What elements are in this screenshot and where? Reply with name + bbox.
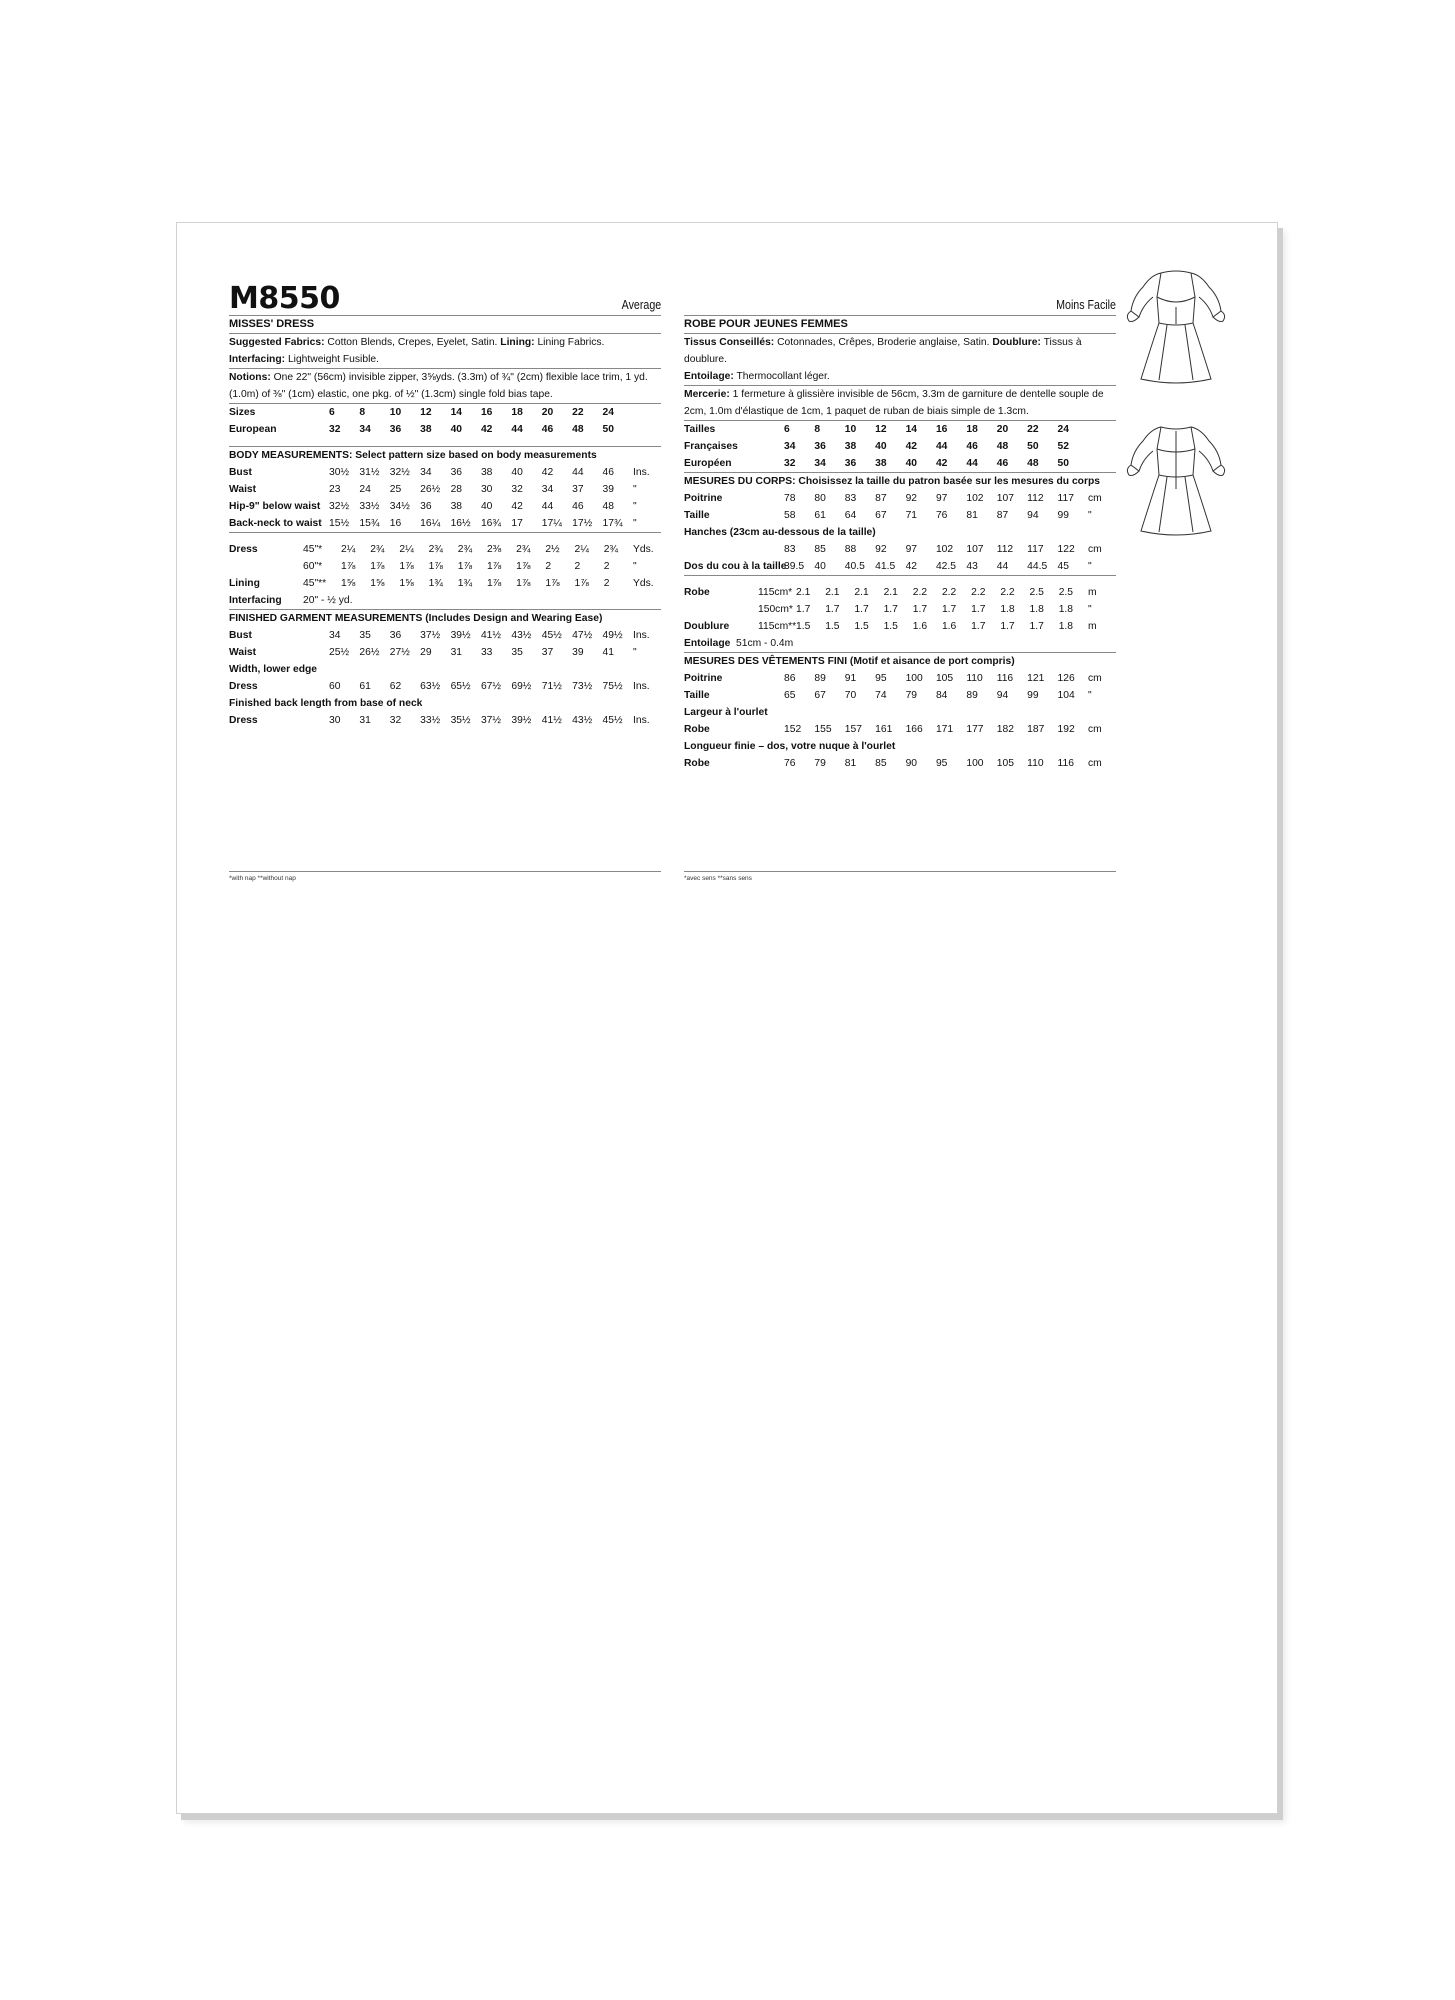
table-row: Waist 25½ 26½ 27½ 29 31 33 35 37 39 41 " xyxy=(229,647,637,658)
back-length-heading: Finished back length from base of neck xyxy=(229,698,423,709)
garment-title: MISSES' DRESS xyxy=(229,316,661,334)
suggested-fabrics-fr: Tissus Conseillés: Cotonnades, Crêpes, Broderie anglaise, Satin. Doublure: Tissus à doublure. Entoilage: Thermocollant léger. xyxy=(684,334,1116,386)
hip-heading-fr: Hanches (23cm au-dessous de la taille) xyxy=(684,527,876,538)
table-row: Bust 34 35 36 37½ 39½ 41½ 43½ 45½ 47½ 49½ Ins. xyxy=(229,630,650,641)
width-lower-edge-heading-fr: Largeur à l'ourlet xyxy=(684,707,768,718)
table-row: 60"* 1⅞ 1⅞ 1⅞ 1⅞ 1⅞ 1⅞ 1⅞ 2 2 2 " xyxy=(303,561,637,572)
width-lower-edge-table xyxy=(229,678,661,695)
table-row: Sizes 6 8 10 12 14 16 18 20 22 24 xyxy=(229,407,614,418)
notions: Notions: One 22" (56cm) invisible zipper, 3⅝yds. (3.3m) of ¾" (2cm) flexible lace trim, 1 yd. (1.0m) of ⅜" (1cm) elastic, one pkg. of ½" (1.3cm) single fold bias tape. xyxy=(229,369,661,404)
notions-fr: Mercerie: 1 fermeture à glissière invisible de 56cm, 3.3m de garniture de dentelle souple de 2cm, 1.0m d'élastique de 1cm, 1 paquet de ruban de biais simple de 1.3cm. xyxy=(684,386,1116,421)
table-row: Tailles 6 8 10 12 14 16 18 20 22 24 xyxy=(684,424,1069,435)
table-row: Dos du cou à la taille 39.5 40 40.5 41.5 42 42.5 43 44 44.5 45 " xyxy=(684,561,1092,572)
back-length-table-fr xyxy=(684,755,1116,772)
body-measurements-table-fr xyxy=(684,490,1116,524)
footnote: *with nap **without nap xyxy=(229,871,661,883)
table-row: Doublure 115cm** 1.5 1.5 1.5 1.5 1.6 1.6 1.7 1.7 1.7 1.8 m xyxy=(684,621,1097,632)
yardage-table-fr xyxy=(684,584,1116,635)
pattern-number: M8550 xyxy=(229,281,340,316)
table-row: Robe 115cm* 2.1 2.1 2.1 2.1 2.2 2.2 2.2 2.2 2.5 2.5 m xyxy=(684,587,1097,598)
table-row: Back-neck to waist 15½ 15¾ 16 16¼ 16½ 16¾ 17 17¼ 17½ 17¾ " xyxy=(229,518,637,529)
header xyxy=(229,281,661,316)
table-row: Robe 76 79 81 85 90 95 100 105 110 116 cm xyxy=(684,758,1102,769)
table-row: Bust 30½ 31½ 32½ 34 36 38 40 42 44 46 Ins. xyxy=(229,467,650,478)
back-length-heading-fr: Longueur finie – dos, votre nuque à l'ourlet xyxy=(684,741,896,752)
size-table-fr xyxy=(684,421,1116,472)
body-measurements-table xyxy=(229,464,661,532)
table-row: Hip-9" below waist 32½ 33½ 34½ 36 38 40 42 44 46 48 " xyxy=(229,501,637,512)
table-row: Poitrine 86 89 91 95 100 105 110 116 121 126 cm xyxy=(684,673,1102,684)
table-row: 83 85 88 92 97 102 107 112 117 122 cm xyxy=(784,544,1102,555)
table-row: Dress 30 31 32 33½ 35½ 37½ 39½ 41½ 43½ 45½ Ins. xyxy=(229,715,650,726)
body-measurements-heading-fr: MESURES DU CORPS: Choisissez la taille du patron basée sur les mesures du corps xyxy=(684,472,1116,490)
back-length-table xyxy=(229,712,661,729)
interfacing-row: Interfacing 20" - ½ yd. xyxy=(229,595,353,606)
table-row: Robe 152 155 157 161 166 171 177 182 187 192 cm xyxy=(684,724,1102,735)
table-row: 150cm* 1.7 1.7 1.7 1.7 1.7 1.7 1.7 1.8 1.8 1.8 " xyxy=(758,604,1092,615)
interfacing-row-fr: Entoilage 51cm - 0.4m xyxy=(684,638,794,649)
finished-measurements-heading: FINISHED GARMENT MEASUREMENTS (Includes Design and Wearing Ease) xyxy=(229,609,661,627)
dress-back-sketch xyxy=(1121,419,1231,537)
pattern-envelope-back xyxy=(176,222,1278,1814)
english-column xyxy=(229,281,661,882)
finished-measurements-table xyxy=(229,627,661,661)
finished-measurements-heading-fr: MESURES DES VÊTEMENTS FINI (Motif et aisance de port compris) xyxy=(684,652,1116,670)
garment-title-fr: ROBE POUR JEUNES FEMMES xyxy=(684,316,1116,334)
header-fr xyxy=(684,281,1116,316)
table-row: Européen 32 34 36 38 40 42 44 46 48 50 xyxy=(684,458,1069,469)
back-neck-row-fr xyxy=(684,558,1116,575)
table-row: Dress 60 61 62 63½ 65½ 67½ 69½ 71½ 73½ 75½ Ins. xyxy=(229,681,650,692)
width-lower-edge-table-fr xyxy=(684,721,1116,738)
body-measurements-heading: BODY MEASUREMENTS: Select pattern size based on body measurements xyxy=(229,446,661,464)
footnote-fr: *avec sens **sans sens xyxy=(684,871,1116,883)
finished-measurements-table-fr xyxy=(684,670,1116,704)
dress-front-sketch xyxy=(1121,267,1231,385)
difficulty-level-fr: Moins Facile xyxy=(1056,297,1116,312)
size-table xyxy=(229,404,661,438)
table-row: Waist 23 24 25 26½ 28 30 32 34 37 39 " xyxy=(229,484,637,495)
width-lower-edge-heading: Width, lower edge xyxy=(229,664,318,675)
table-row: Poitrine 78 80 83 87 92 97 102 107 112 117 cm xyxy=(684,493,1102,504)
suggested-fabrics: Suggested Fabrics: Cotton Blends, Crepes, Eyelet, Satin. Lining: Lining Fabrics. Interfacing: Lightweight Fusible. xyxy=(229,334,661,369)
table-row: Dress 45"* 2¼ 2¾ 2¼ 2¾ 2¾ 2⅜ 2¾ 2½ 2¼ 2¾ Yds. xyxy=(229,544,654,555)
table-row: Taille 65 67 70 74 79 84 89 94 99 104 " xyxy=(684,690,1092,701)
table-row: European 32 34 36 38 40 42 44 46 48 50 xyxy=(229,424,614,435)
difficulty-level: Average xyxy=(621,297,661,312)
table-row: Françaises 34 36 38 40 42 44 46 48 50 52 xyxy=(684,441,1069,452)
yardage-table xyxy=(229,541,661,592)
hip-values-fr xyxy=(684,541,1116,558)
french-column xyxy=(684,281,1116,882)
table-row: Taille 58 61 64 67 71 76 81 87 94 99 " xyxy=(684,510,1092,521)
table-row: Lining 45"** 1⅝ 1⅝ 1⅝ 1¾ 1¾ 1⅞ 1⅞ 1⅞ 1⅞ 2 Yds. xyxy=(229,578,654,589)
